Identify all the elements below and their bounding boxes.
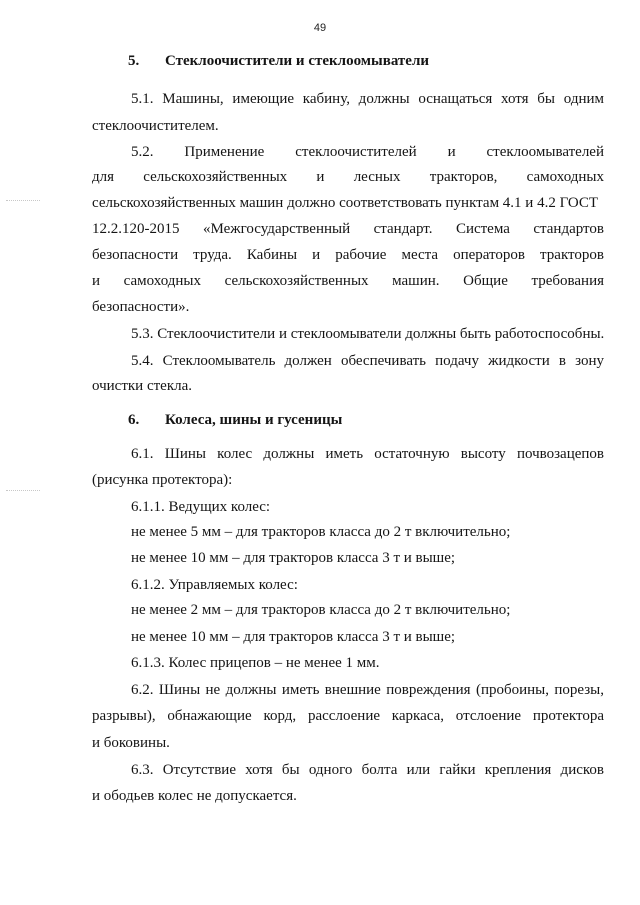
section-6-title: Колеса, шины и гусеницы (165, 412, 343, 428)
paragraph-line: 6.1. Шины колес должны иметь остаточную высоту почвозацепов (131, 446, 604, 462)
section-5-title: Стеклоочистители и стеклоомыватели (165, 53, 430, 69)
section-5-number: 5. (128, 53, 140, 69)
paragraph-line: не менее 5 мм – для тракторов класса до 2 т включительно; (131, 524, 511, 540)
paragraph-line: 6.2. Шины не должны иметь внешние повреждения (пробоины, порезы, (131, 682, 604, 698)
paragraph-line: 6.1.3. Колес прицепов – не менее 1 мм. (131, 655, 380, 671)
paragraph-line: и боковины. (92, 735, 170, 751)
paragraph-line: не менее 2 мм – для тракторов класса до 2 т включительно; (131, 602, 511, 618)
paragraph-line: 6.3. Отсутствие хотя бы одного болта или гайки крепления дисков (131, 762, 604, 778)
paragraph-line: стеклоочистителем. (92, 118, 219, 134)
paragraph-line: 5.3. Стеклоочистители и стеклоомыватели должны быть работоспособны. (131, 326, 605, 342)
margin-artifact (6, 490, 40, 494)
paragraph-line: 12.2.120-2015 «Межгосударственный стандарт. Система стандартов (92, 221, 604, 237)
paragraph-line: и ободьев колес не допускается. (92, 788, 297, 804)
paragraph-line: разрывы), обнажающие корд, расслоение каркаса, отслоение протектора (92, 708, 604, 724)
paragraph-line: безопасности». (92, 299, 190, 315)
paragraph-line: (рисунка протектора): (92, 472, 233, 488)
paragraph-line: не менее 10 мм – для тракторов класса 3 т и выше; (131, 550, 456, 566)
margin-artifact (6, 200, 40, 204)
section-6-number: 6. (128, 412, 140, 428)
section-6-heading (128, 412, 342, 429)
paragraph-line: очистки стекла. (92, 378, 193, 394)
section-5-heading (128, 53, 429, 70)
paragraph-line: сельскохозяйственных машин должно соответствовать пунктам 4.1 и 4.2 ГОСТ (92, 195, 599, 211)
paragraph-line: 5.1. Машины, имеющие кабину, должны оснащаться хотя бы одним (131, 91, 604, 107)
paragraph-line: 5.4. Стеклоомыватель должен обеспечивать подачу жидкости в зону (131, 353, 604, 369)
paragraph-line: не менее 10 мм – для тракторов класса 3 т и выше; (131, 629, 456, 645)
paragraph-line: 6.1.1. Ведущих колес: (131, 499, 271, 515)
page-number: 49 (313, 22, 327, 34)
paragraph-line: и самоходных сельскохозяйственных машин. Общие требования (92, 273, 604, 289)
paragraph-line: безопасности труда. Кабины и рабочие места операторов тракторов (92, 247, 604, 263)
paragraph-line: для сельскохозяйственных и лесных тракторов, самоходных (92, 169, 604, 185)
paragraph-line: 6.1.2. Управляемых колес: (131, 577, 298, 593)
paragraph-line: 5.2. Применение стеклоочистителей и стеклоомывателей (131, 144, 604, 160)
